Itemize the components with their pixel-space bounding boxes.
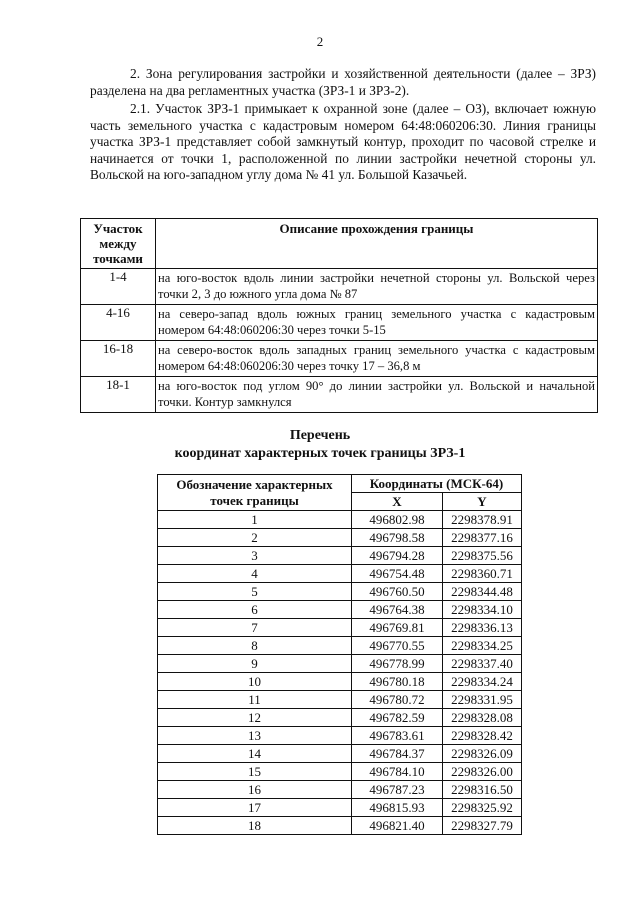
- y-cell: 2298327.79: [443, 817, 522, 835]
- table-row: [158, 799, 522, 817]
- x-cell: 496769.81: [352, 619, 443, 637]
- coordinates-table: [157, 474, 522, 835]
- x-cell: 496760.50: [352, 583, 443, 601]
- y-cell: 2298316.50: [443, 781, 522, 799]
- x-header: X: [352, 493, 443, 511]
- table-row: [158, 673, 522, 691]
- y-cell: 2298375.56: [443, 547, 522, 565]
- x-cell: 496780.72: [352, 691, 443, 709]
- table-row: [81, 269, 598, 305]
- table-row: [81, 341, 598, 377]
- description-cell: на северо-восток вдоль западных границ земельного участка с кадастровым номером 64:48:060206:30 через точку 17 – 36,8 м: [156, 341, 598, 377]
- coordinates-body: [158, 511, 522, 835]
- y-cell: 2298334.24: [443, 673, 522, 691]
- table-row: [158, 781, 522, 799]
- point-cell: 5: [158, 583, 352, 601]
- table-row: [158, 583, 522, 601]
- y-cell: 2298336.13: [443, 619, 522, 637]
- table-row: [158, 547, 522, 565]
- table-row: [158, 763, 522, 781]
- point-cell: 17: [158, 799, 352, 817]
- paragraph-zrz-intro: 2. Зона регулирования застройки и хозяйственной деятельности (далее – ЗРЗ) разделена на два регламентных участка (ЗРЗ-1 и ЗРЗ-2).: [90, 66, 596, 98]
- x-cell: 496764.38: [352, 601, 443, 619]
- y-cell: 2298328.08: [443, 709, 522, 727]
- x-cell: 496787.23: [352, 781, 443, 799]
- table-row: [158, 565, 522, 583]
- list-subheading: координат характерных точек границы ЗРЗ-1: [174, 446, 466, 461]
- page-number: 2: [316, 34, 324, 49]
- point-cell: 1: [158, 511, 352, 529]
- point-cell: 12: [158, 709, 352, 727]
- y-cell: 2298337.40: [443, 655, 522, 673]
- point-cell: 16: [158, 781, 352, 799]
- segment-cell: 18-1: [81, 377, 156, 413]
- table-row: [158, 709, 522, 727]
- point-cell: 3: [158, 547, 352, 565]
- y-cell: 2298328.42: [443, 727, 522, 745]
- table-row: [158, 727, 522, 745]
- table-row: [158, 691, 522, 709]
- header-line: точками: [93, 251, 143, 266]
- description-cell: на юго-восток вдоль линии застройки нечетной стороны ул. Вольской через точки 2, 3 до южного угла дома № 87: [156, 269, 598, 305]
- y-cell: 2298331.95: [443, 691, 522, 709]
- x-cell: 496770.55: [352, 637, 443, 655]
- point-cell: 13: [158, 727, 352, 745]
- x-cell: 496784.10: [352, 763, 443, 781]
- point-cell: 7: [158, 619, 352, 637]
- table-header-row: [81, 219, 598, 269]
- x-cell: 496782.59: [352, 709, 443, 727]
- y-cell: 2298334.25: [443, 637, 522, 655]
- x-cell: 496794.28: [352, 547, 443, 565]
- y-cell: 2298378.91: [443, 511, 522, 529]
- description-cell: на северо-запад вдоль южных границ земельного участка с кадастровым номером 64:48:060206:30 через точки 5-15: [156, 305, 598, 341]
- header-line: между: [99, 236, 137, 251]
- table-row: [158, 601, 522, 619]
- point-cell: 11: [158, 691, 352, 709]
- description-cell: на юго-восток под углом 90° до линии застройки ул. Вольской и начальной точки. Контур замкнулся: [156, 377, 598, 413]
- y-cell: 2298360.71: [443, 565, 522, 583]
- table-header-row: [158, 475, 522, 493]
- point-column-header: [158, 475, 352, 511]
- table-row: [158, 619, 522, 637]
- table-row: [158, 817, 522, 835]
- point-cell: 15: [158, 763, 352, 781]
- point-cell: 9: [158, 655, 352, 673]
- header-line: Участок: [93, 221, 143, 236]
- x-cell: 496754.48: [352, 565, 443, 583]
- segment-cell: 1-4: [81, 269, 156, 305]
- point-cell: 2: [158, 529, 352, 547]
- table-row: [81, 305, 598, 341]
- table-row: [81, 377, 598, 413]
- x-cell: 496821.40: [352, 817, 443, 835]
- coordinates-header: Координаты (МСК-64): [352, 475, 522, 493]
- y-cell: 2298334.10: [443, 601, 522, 619]
- x-cell: 496802.98: [352, 511, 443, 529]
- table-row: [158, 745, 522, 763]
- description-column-header: Описание прохождения границы: [156, 219, 598, 269]
- y-cell: 2298326.00: [443, 763, 522, 781]
- segment-column-header: [81, 219, 156, 269]
- x-cell: 496783.61: [352, 727, 443, 745]
- x-cell: 496784.37: [352, 745, 443, 763]
- header-line: точек границы: [210, 493, 299, 508]
- point-cell: 8: [158, 637, 352, 655]
- y-header: Y: [443, 493, 522, 511]
- table-row: [158, 529, 522, 547]
- segment-cell: 4-16: [81, 305, 156, 341]
- point-cell: 6: [158, 601, 352, 619]
- y-cell: 2298326.09: [443, 745, 522, 763]
- point-cell: 14: [158, 745, 352, 763]
- boundary-description-table: [80, 218, 598, 413]
- y-cell: 2298325.92: [443, 799, 522, 817]
- point-cell: 10: [158, 673, 352, 691]
- paragraph-zrz1-description: 2.1. Участок ЗРЗ-1 примыкает к охранной зоне (далее – ОЗ), включает южную часть земельного участка с кадастровым номером 64:48:060206:30. Линия границы участка ЗРЗ-1 представляет собой замкнутый контур, проходит по часовой стрелке и начинается от точки 1, расположенной по линии застройки нечетной стороны ул. Вольской на юго-западном углу дома № 41 ул. Большой Казачьей.: [90, 101, 596, 182]
- x-cell: 496798.58: [352, 529, 443, 547]
- segment-cell: 16-18: [81, 341, 156, 377]
- x-cell: 496778.99: [352, 655, 443, 673]
- y-cell: 2298377.16: [443, 529, 522, 547]
- point-cell: 4: [158, 565, 352, 583]
- table-row: [158, 637, 522, 655]
- y-cell: 2298344.48: [443, 583, 522, 601]
- point-cell: 18: [158, 817, 352, 835]
- table-row: [158, 655, 522, 673]
- x-cell: 496780.18: [352, 673, 443, 691]
- x-cell: 496815.93: [352, 799, 443, 817]
- list-heading: Перечень: [289, 428, 351, 443]
- header-line: Обозначение характерных: [176, 477, 333, 492]
- table-row: [158, 511, 522, 529]
